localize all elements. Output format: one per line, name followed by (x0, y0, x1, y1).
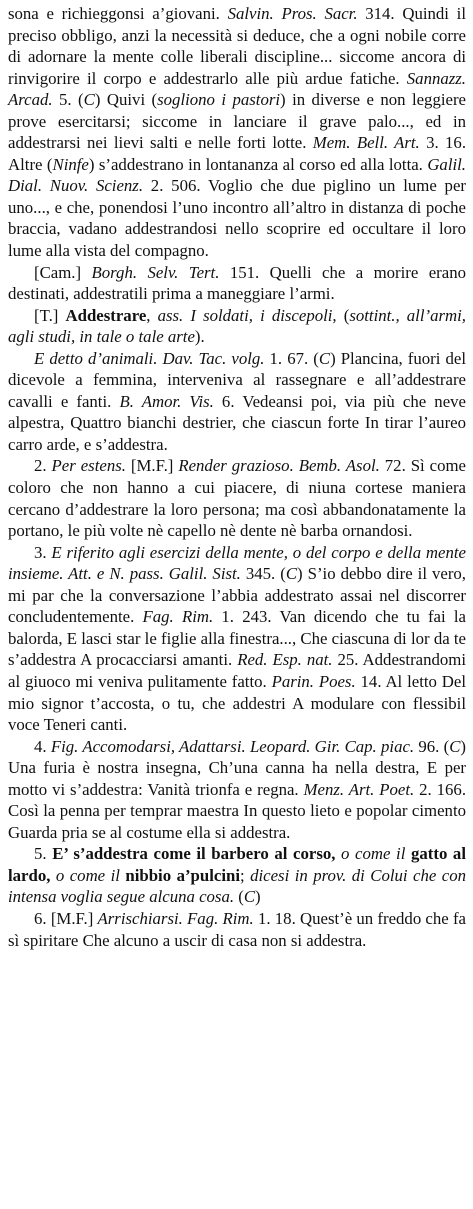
text-segment: 2. 506. Voglio che due piglino un lume per uno..., e che, ponendosi l’uno incontro all’altro in distanza di poche braccia, vadano addestrandosi nello scoprire ed occultare il loro lume alla vista del compagno. (8, 176, 466, 261)
text-segment: nibbio a’pulcini (125, 865, 240, 885)
text-segment: 1. 67. ( (264, 348, 319, 368)
text-segment: 96. ( (414, 736, 450, 756)
text-segment: Arrischiarsi. Fag. Rim. (97, 908, 254, 928)
text-segment: 6. Vedeansi poi, via più che neve alpestra, Quattro bianchi destrier, che ciascun forte In tirar l’aureo carro arde, e s’addestra. (8, 391, 466, 454)
text-segment: dicesi in prov. di Colui che con intensa voglia segue alcuna cosa. (8, 865, 467, 907)
text-segment: sona e richieggonsi a’giovani. (8, 4, 228, 23)
text-segment: Menz. Art. Poet. (303, 779, 415, 799)
text-segment: [T.] (34, 305, 66, 325)
text-segment: 72. Sì come coloro che non hanno a cui piacere, di niuna cortese maniera cercano d’addestrare la loro persona; ma così abbandonatamente la portano, le più volte nè capello nè dente nè barba ornandosi. (8, 456, 467, 541)
entry-paragraph-sense-6 (8, 908, 466, 951)
text-segment: Sannazz. Arcad. (8, 68, 466, 110)
text-segment: ) S’io debbo dire il vero, mi par che la conversazione l’abbia addestrato assai nel discorrer concludentemente. (8, 564, 466, 627)
text-segment: sottint., all’armi, agli studi, in tale o tale arte (8, 305, 466, 347)
text-segment: 14. Al letto Del mio signor t’accosta, o tu, che addestri A modulare con flessibil voce Teneri canti. (8, 671, 466, 735)
text-segment: gatto al lardo, (8, 844, 466, 885)
text-segment: 6. (34, 908, 51, 928)
text-segment: C (285, 564, 298, 584)
text-segment: , (146, 305, 158, 325)
entry-paragraph-sense-4 (8, 736, 466, 844)
text-segment: Parin. Poes. (271, 671, 356, 691)
text-segment: ) Una furia è nostra insegna, Ch’una canna ha nella destra, E per motto vi s’addestra: Vanità trionfa e regna. (8, 736, 467, 799)
text-segment: C (83, 90, 95, 110)
text-segment: 151. Quelli che a morire erano destinati, addestratili prima a maneggiare l’armi. (8, 262, 466, 304)
text-segment: ) in diverse e non leggiere prove esercitarsi; siccome in lanciare il grave palo..., ed in addestrarsi nei lievi salti e nelle forti lotte. (8, 90, 466, 153)
text-segment: 2. 166. Così la penna per temprar maestra In questo lieto e popolar cimento Guarda pria se al costume ella si addestra. (8, 779, 467, 842)
text-segment: Ninfe (52, 154, 89, 174)
text-segment: [M.F.] (125, 456, 179, 476)
text-segment: [Cam.] (34, 262, 92, 282)
text-segment: ( (234, 887, 244, 907)
text-segment: E riferito agli esercizi della mente, o del corpo e della mente insieme. Att. e N. pass. Galil. Sist. (8, 542, 466, 584)
entry-paragraph-headword (8, 305, 466, 348)
text-segment: 314. Quindi il preciso obbligo, anzi la necessità si deduce, che a ogni nobile corre di adornare la mente colle liberali discipline... siccome ancora di rinvigorire il corpo e addestrarlo alle più ardue fatiche. (8, 4, 466, 88)
text-segment: ) s’addestrano in lontananza al corso ed alla lotta. (88, 154, 428, 174)
text-segment: Galil. Dial. Nuov. Scienz. (8, 154, 467, 196)
text-segment: o come il (335, 844, 411, 864)
text-segment: 4. (34, 736, 51, 756)
text-segment: C (449, 736, 461, 756)
text-segment: Render grazioso. Bemb. Asol. (178, 456, 380, 476)
text-segment: Borgh. Selv. Tert. (91, 262, 220, 282)
text-segment: 3. 16. Altre ( (8, 133, 467, 174)
text-segment: E detto d’animali. Dav. Tac. volg. (34, 348, 265, 368)
entry-paragraph-sense-3 (8, 542, 466, 736)
text-segment: Mem. Bell. Art. (312, 133, 420, 153)
entry-paragraph-cam (8, 262, 466, 305)
text-segment: ; (239, 865, 251, 885)
text-segment: E’ s’addestra come il barbero al corso, (52, 844, 336, 864)
text-segment: 345. ( (240, 564, 286, 584)
text-segment: Salvin. Pros. Sacr. (227, 4, 358, 23)
text-segment: 2. (34, 456, 52, 476)
text-segment: 1. 243. Van dicendo che tu fai la balorda, E lasci star le figlie alla finestra..., Che ciascuna di lor da te s’addestra A procacciarsi amanti. (8, 607, 466, 670)
text-segment: ). (194, 327, 205, 347)
text-segment: 1. 18. Quest’è un freddo che fa sì spiritare Che alcuno a uscir di casa non si addestra. (8, 908, 466, 950)
text-segment: 5. ( (52, 90, 84, 110)
text-segment: C (243, 887, 256, 907)
text-segment: o come il (50, 865, 126, 885)
entry-paragraph-animali (8, 348, 466, 456)
text-segment: C (318, 348, 331, 368)
text-segment: 25. Addestrandomi al giuoco mi veniva pulitamente fatto. (8, 650, 467, 691)
text-segment: B. Amor. Vis. (119, 391, 214, 411)
text-segment: 5. (34, 844, 53, 864)
text-segment: Fig. Accomodarsi, Adattarsi. Leopard. Gir. Cap. piac. (50, 736, 415, 756)
text-segment: [M.F.] (50, 908, 98, 928)
text-segment: Fag. Rim. (142, 607, 214, 627)
entry-paragraph-continuation (8, 3, 466, 262)
text-segment: ) (255, 887, 261, 907)
text-segment: Per estens. (51, 456, 126, 476)
entry-paragraph-sense-2 (8, 455, 466, 541)
entry-paragraph-sense-5 (8, 843, 466, 908)
text-segment: sogliono i pastori (157, 90, 281, 110)
text-segment: ( (336, 305, 350, 325)
text-segment: Red. Esp. nat. (237, 650, 333, 670)
text-segment: 3. (34, 542, 52, 562)
text-segment: ) Quivi ( (94, 90, 158, 110)
text-segment: ) Plancina, fuori del dicevole a femmina, interveniva al rassegnare e all’addestrare cavalli e fanti. (8, 348, 466, 411)
text-segment: Addestrare (65, 305, 147, 325)
text-segment: ass. I soldati, i discepoli, (157, 305, 337, 325)
